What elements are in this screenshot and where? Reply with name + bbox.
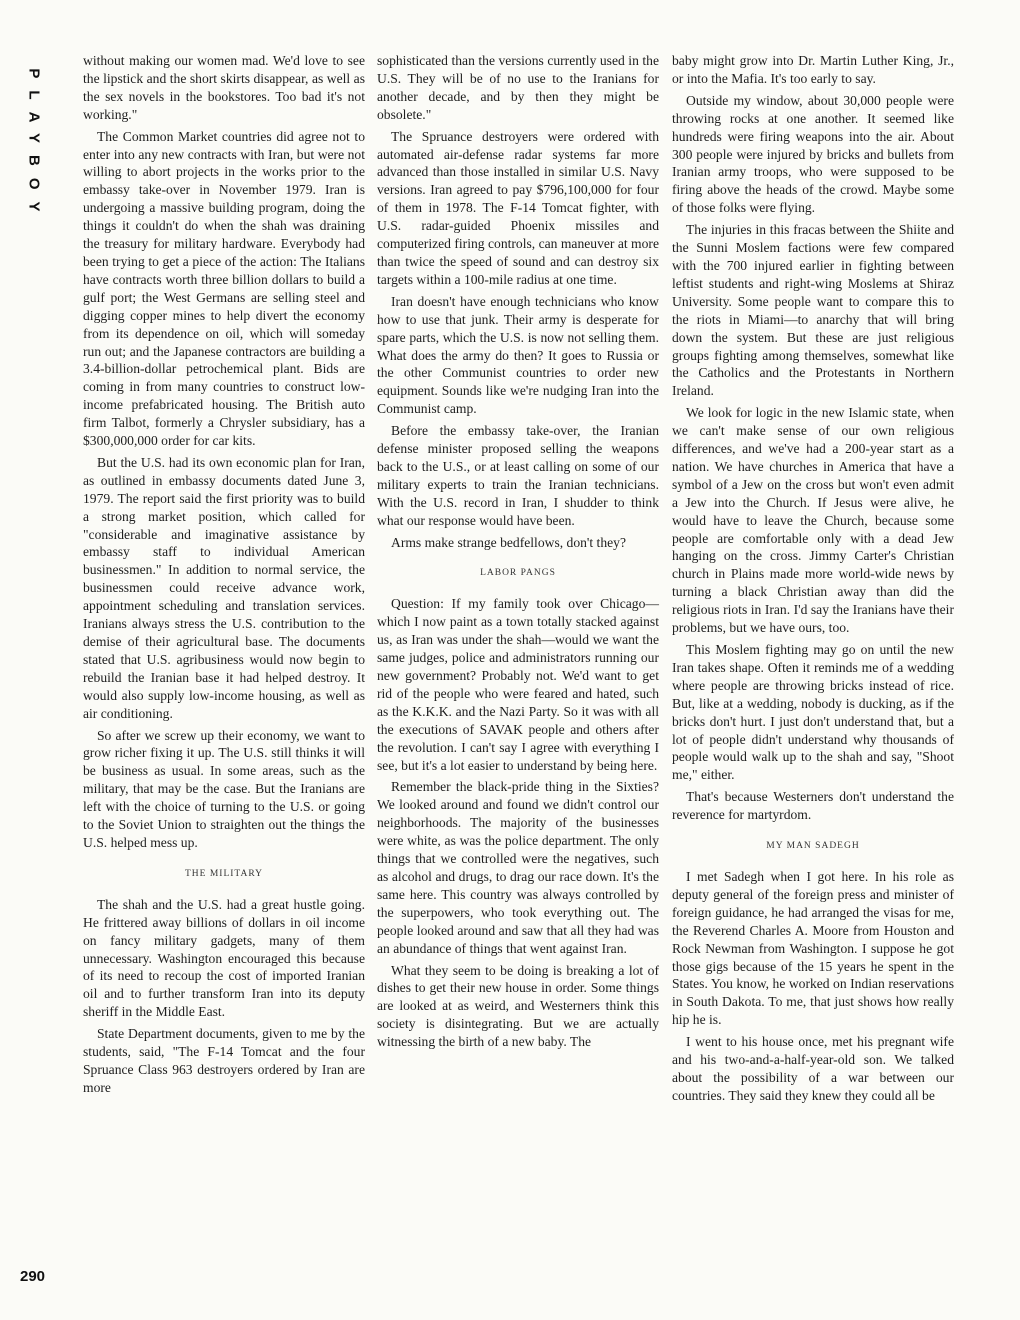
paragraph: I met Sadegh when I got here. In his role as deputy general of the foreign press and minister of foreign guidance, he had arranged the visas for me, the Reverend Charles A. Moore from Houston and Rock Newman from Washington. I suppose he got those gigs because of the 15 years he spent in the States. You know, he worked on Indian reservations in South Dakota. To me, that just shows how really hip he is. bbox=[672, 868, 954, 1028]
paragraph: I went to his house once, met his pregnant wife and his two-and-a-half-year-old son. We talked about the possibility of a war between our countries. They said they knew they could all be bbox=[672, 1034, 954, 1103]
column-3 bbox=[672, 52, 954, 1109]
paragraph: So after we screw up their economy, we want to grow richer fixing it up. The U.S. still thinks it will be business as usual. In some areas, such as the military, that may be the case. But the Iranians are left with the choice of turning to the U.S. or going to the Soviet Union to straighten out the things the U.S. helped mess up. bbox=[83, 727, 365, 850]
paragraph: What they seem to be doing is breaking a lot of dishes to get their new house in order. Some things are looked at as weird, and Westerners think this society is disintegrating. But we are actually witnessing the birth of a new baby. The bbox=[377, 962, 659, 1050]
paragraph: The Common Market countries did agree not to enter into any new contracts with Iran, but were not willing to abort projects in the works prior to the embassy take-over in November 1979. Iran is undergoing a massive building program, doing the things it couldn't do when the shah was draining the treasury for military hardware. Everybody had been trying to get a piece of the action: The Italians have contracts worth three billion dollars to build a gulf port; the West Germans are selling steel and digging copper mines to help divert the economy from its dependence on oil, which will someday run out; and the Japanese contractors are building a 3.4-billion-dollar petrochemical plant. Bids are coming in from many countries to construct low-income prefabricated housing. The British auto firm Talbot, formerly a Chrysler subsidiary, has a $300,000,000 order for car kits. bbox=[83, 128, 365, 449]
paragraph: sophisticated than the versions currently used in the U.S. They will be of no use to the Iranians for another decade, and by then they might be obsolete." bbox=[377, 53, 659, 122]
section-heading-military: THE MILITARY bbox=[185, 868, 263, 879]
masthead bbox=[14, 56, 54, 236]
masthead-title: PLAYBOY bbox=[25, 68, 43, 224]
paragraph: Remember the black-pride thing in the Sixties? We looked around and found we didn't control our neighborhoods. The majority of the businesses were white, as was the police department. The only things that we controlled were the negatives, such as alcohol and drugs, to drag our race down. It's the same here. This country was always controlled by the superpowers, who took everything out. The people looked around and saw that all they had was an abundance of things that went against Iran. bbox=[377, 779, 659, 956]
section-heading-my-man-sadegh: MY MAN SADEGH bbox=[766, 841, 860, 852]
paragraph: Arms make strange bedfellows, don't they? bbox=[391, 534, 626, 550]
paragraph: without making our women mad. We'd love to see the lipstick and the short skirts disappear, as well as the sex novels in the bookstores. Too bad it's not working." bbox=[83, 53, 365, 122]
page-number: 290 bbox=[20, 1268, 46, 1285]
paragraph: Iran doesn't have enough technicians who know how to use that junk. Their army is desperate for spare parts, which the U.S. is now not selling them. What does the army do then? It goes to Russia or the other Communist countries to order new equipment. Sounds like we're nudging Iran into the Communist camp. bbox=[377, 293, 659, 417]
paragraph: The Spruance destroyers were ordered with automated air-defense radar systems far more advanced than those installed in similar U.S. Navy versions. Iran agreed to pay $796,100,000 for four of them in 1978. The F-14 Tomcat fighter, with U.S. radar-guided Phoenix missiles and computerized firing controls, can maneuver at more than twice the speed of sound and can destroy six targets within a 100-mile radius at one time. bbox=[377, 128, 659, 287]
paragraph: We look for logic in the new Islamic state, when we can't make sense of our own religious differences, and we've had a 200-year start as a nation. We have churches in America that have a symbol of a Jew on the cross but won't even admit a Jew into the Church. If Jesus were alive, he would have to leave the Church, because some people are comfortable only with a dead Jew hanging on the cross. Jimmy Carter's Christian church in Plains made more world-wide news by turning a black Christian away than did the religious riots in Iran. I'd say the Iranians have their problems, but we have ours, too. bbox=[672, 405, 954, 636]
paragraph: This Moslem fighting may go on until the new Iran takes shape. Often it reminds me of a wedding where people are throwing bricks instead of rice. But, like at a wedding, nobody is ducking, as if the bricks don't hurt. I just don't understand that, but a lot of people didn't understand why thousands of people would walk up to the shah and say, "Shoot me," either. bbox=[672, 642, 954, 783]
paragraph: Question: If my family took over Chicago—which I now paint as a town totally stacked against us, as Iran was under the shah—would we want the same judges, police and administrators running our new government? Probably not. We'd want to get rid of the people who were feared and hated, such as the K.K.K. and the Nazi Party. So it was with all the executions of SAVAK people and others after the revolution. I can't say I agree with everything I see, but it's a lot easier to understand by being here. bbox=[377, 596, 659, 773]
paragraph: That's because Westerners don't understand the reverence for martyrdom. bbox=[672, 789, 954, 823]
column-1 bbox=[83, 52, 365, 1101]
paragraph: The injuries in this fracas between the Shiite and the Sunni Moslem factions were few compared with the 700 injured earlier in fighting between leftist students and right-wing Moslems at Shiraz University. Some people want to compare this to the riots in Miami—to anarchy that will bring down the system. But these are just religious groups fighting among themselves, somewhat like the Catholics and the Protestants in Northern Ireland. bbox=[672, 222, 954, 399]
column-2 bbox=[377, 52, 659, 1055]
paragraph: Outside my window, about 30,000 people were throwing rocks at one another. It seemed like hundreds were firing weapons into the air. About 300 people were injured by bricks and bullets from Iranian army troops, who were supposed to be firing above the heads of the crowd. Maybe some of those folks were flying. bbox=[672, 92, 954, 216]
paragraph: State Department documents, given to me by the students, said, "The F-14 Tomcat and the four Spruance Class 963 destroyers ordered by Iran are more bbox=[83, 1026, 365, 1095]
paragraph: baby might grow into Dr. Martin Luther King, Jr., or into the Mafia. It's too early to say. bbox=[672, 53, 954, 86]
section-heading-labor-pangs: LABOR PANGS bbox=[480, 568, 556, 579]
paragraph: But the U.S. had its own economic plan for Iran, as outlined in embassy documents dated June 3, 1979. The report said the first priority was to build a strong market position, which called for "considerable and imaginative assistance by embassy staff to individual American businessmen." In addition to normal service, the businessmen could receive advance work, appointment scheduling and translation services. Iranians always stress the U.S. contribution to the demise of their agricultural base. The documents stated that U.S. agribusiness would now begin to rebuild the Iranian base it had helped destroy. It would also supply low-income housing, as well as air conditioning. bbox=[83, 454, 365, 721]
paragraph: The shah and the U.S. had a great hustle going. He frittered away billions of dollars in oil income on fancy military gadgets, many of them unnecessary. Washington encouraged this because of its need to recoup the cost of imported Iranian oil and to further transform Iran into its deputy sheriff in the Middle East. bbox=[83, 896, 365, 1020]
paragraph: Before the embassy take-over, the Iranian defense minister proposed selling the weapons back to the U.S., or at least calling on some of our military experts to train the Iranian technicians. With the U.S. record in Iran, I shudder to think what our response would have been. bbox=[377, 423, 659, 528]
